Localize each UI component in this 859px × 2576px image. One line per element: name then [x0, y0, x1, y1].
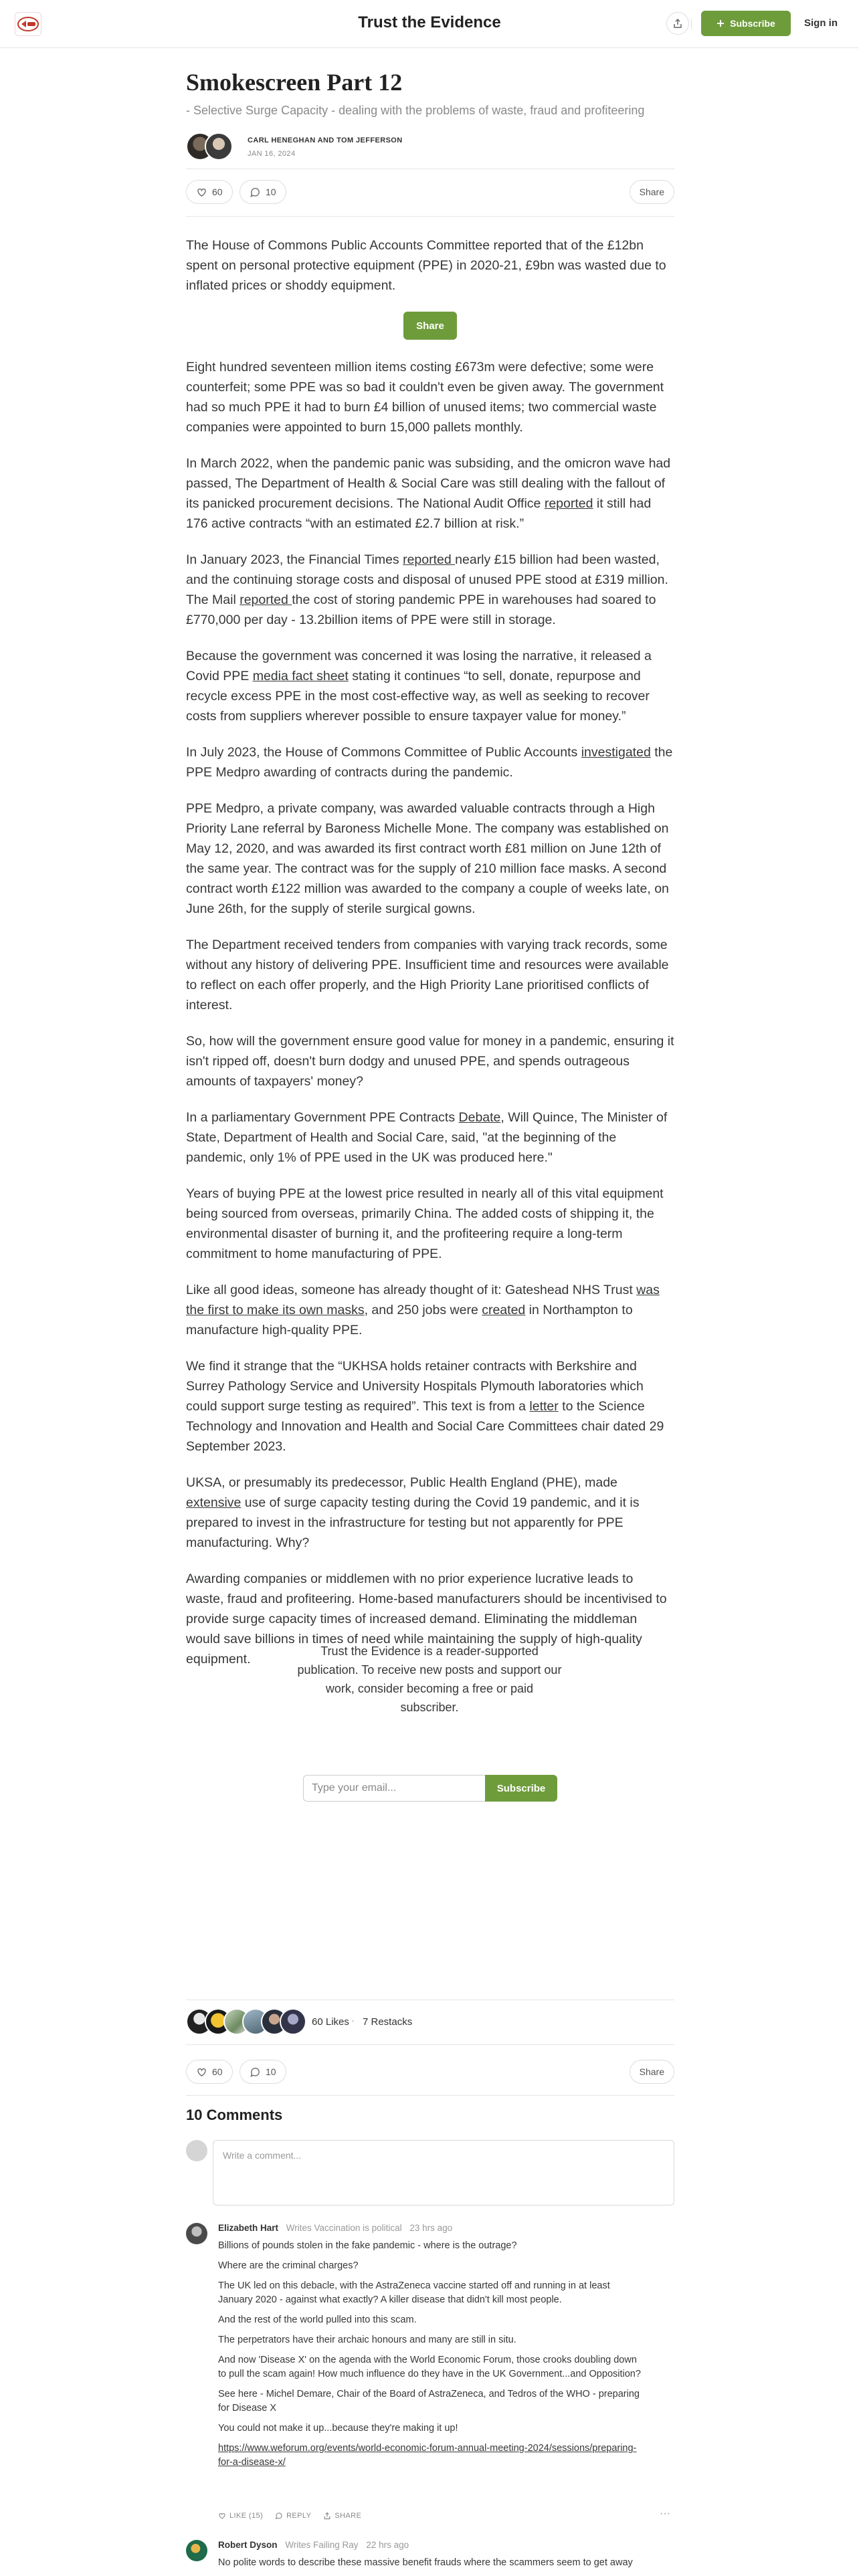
paragraph-text: , and 250 jobs were	[364, 1303, 482, 1317]
current-user-avatar	[186, 2140, 207, 2161]
post-actions-bottom	[186, 2049, 674, 2096]
article	[186, 67, 674, 1685]
paragraph-text: UKSA, or presumably its predecessor, Public Health England (PHE), made	[186, 1475, 617, 1490]
share-icon	[323, 2512, 331, 2520]
paragraph-text: In January 2023, the Financial Times	[186, 552, 403, 567]
comment-paragraph: The perpetrators have their archaic honours and many are still in situ.	[218, 2335, 516, 2345]
paragraph-text: In July 2023, the House of Commons Committee of Public Accounts	[186, 745, 581, 760]
inline-link[interactable]: created	[482, 1303, 526, 1317]
comment-paragraph: And the rest of the world pulled into this scam.	[218, 2315, 417, 2325]
paragraph-text: stating it continues “to sell, donate, repurpose and recycle excess PPE in the most cost-effective way, as well as seeking to recover costs from suppliers wherever possible to ensure taxpayer value for money.”	[186, 669, 650, 724]
paragraph-text: it still had 176 active contracts “with an estimated £2.7 billion at risk.”	[186, 496, 652, 531]
body-paragraph	[186, 357, 674, 437]
commenter-publication[interactable]: Writes Failing Ray	[285, 2540, 359, 2550]
inline-link[interactable]: investigated	[581, 745, 651, 760]
paragraph-text: nearly £15 billion had been wasted, and the continuing storage costs and disposal of unused PPE stood at £319 million. The Mail	[186, 552, 668, 607]
inline-link[interactable]: letter	[529, 1399, 559, 1414]
byline	[186, 128, 674, 169]
comment-paragraph: No polite words to describe these massive benefit frauds where the scammers seem to get away	[218, 2557, 633, 2568]
body-paragraph	[186, 550, 674, 630]
inline-link[interactable]: extensive	[186, 1495, 242, 1510]
heart-icon	[196, 2066, 207, 2078]
comment-paragraph: See here - Michel Demare, Chair of the Board of AstraZeneca, and Tedros of the WHO - preparing for Disease X	[218, 2389, 640, 2413]
subscribe-submit-button[interactable]: Subscribe	[485, 1775, 557, 1802]
comment-body	[218, 2556, 646, 2576]
divider	[691, 19, 692, 29]
paragraph-text: Years of buying PPE at the lowest price resulted in nearly all of this vital equipment being sourced from overseas, primarily China. The added costs of shipping it, the environmental disaster of burning it, and the profiteering require a long-term commitment to home manufacturing of PPE.	[186, 1186, 664, 1261]
comment-icon	[250, 187, 261, 198]
author-names[interactable]: CARL HENEGHAN AND TOM JEFFERSON	[248, 136, 403, 144]
paragraph-text: So, how will the government ensure good value for money in a pandemic, ensuring it isn't ripped off, doesn't burn dodgy and unused PPE, and spends outrageous amounts of taxpayers' money?	[186, 1034, 674, 1089]
body-paragraph	[186, 1031, 674, 1091]
publication-title[interactable]: Trust the Evidence	[358, 13, 501, 31]
like-count: 60	[212, 2066, 223, 2077]
body-paragraph	[186, 646, 674, 726]
paragraph-text: The Department received tenders from companies with varying track records, some without any history of delivering PPE. Insufficient time and resources were available to reflect on each offer properly, and the High Priority Lane prioritised conflicts of interest.	[186, 938, 669, 1012]
paragraph-text: In March 2022, when the pandemic panic was subsiding, and the omicron wave had passed, The Department of Health & Social Care was still dealing with the fallout of its panicked procurement decisions. The National Audit Office	[186, 456, 671, 511]
comment-button[interactable]	[240, 180, 286, 204]
comment-paragraph: And now 'Disease X' on the agenda with the World Economic Forum, those crooks doubling down to pull the scam again! How much influence do they have in the UK Government...and Opposition?	[218, 2355, 641, 2379]
inline-link[interactable]: media fact sheet	[252, 669, 349, 683]
comment-header	[218, 2223, 452, 2233]
top-nav	[0, 0, 859, 48]
inline-link[interactable]: Debate	[458, 1110, 501, 1125]
sign-in-link[interactable]: Sign in	[804, 17, 838, 29]
heart-icon	[218, 2512, 226, 2520]
commenter-avatar[interactable]	[186, 2223, 207, 2244]
comment-reply-button[interactable]	[275, 2512, 311, 2520]
body-paragraph	[186, 235, 674, 296]
comment-count: 10	[266, 2066, 276, 2077]
email-input[interactable]	[303, 1775, 485, 1802]
comment-paragraph: Billions of pounds stolen in the fake pandemic - where is the outrage?	[218, 2240, 517, 2251]
body-paragraph	[186, 1280, 674, 1340]
inline-link[interactable]: reported	[403, 552, 456, 567]
body-paragraph	[186, 742, 674, 782]
liker-avatar[interactable]	[280, 2008, 306, 2035]
like-button[interactable]	[186, 180, 233, 204]
comment-paragraph: You could not make it up...because they're making it up!	[218, 2423, 458, 2434]
subscribe-form	[303, 1775, 557, 1802]
post-subtitle: - Selective Surge Capacity - dealing with the problems of waste, fraud and profiteering	[186, 104, 645, 117]
share-button[interactable]: Share	[403, 312, 457, 340]
likes-row	[186, 2000, 674, 2045]
paragraph-text: the PPE Medpro awarding of contracts during the pandemic.	[186, 745, 673, 780]
share-button[interactable]	[630, 180, 674, 204]
heart-icon	[196, 187, 207, 198]
paragraph-text: We find it strange that the “UKHSA holds retainer contracts with Berkshire and Surrey Pathology Service and University Hospitals Plymouth laboratories which could support surge testing as required”. This text is from a	[186, 1359, 644, 1414]
separator-dot: ·	[351, 2015, 355, 2026]
comment-share-button[interactable]	[323, 2512, 361, 2520]
comment-time: 23 hrs ago	[409, 2223, 453, 2233]
commenter-name[interactable]: Robert Dyson	[218, 2540, 278, 2550]
comment-body	[218, 2239, 646, 2476]
paragraph-text: to the Science Technology and Innovation and Health and Social Care Committees chair dated 29 September 2023.	[186, 1399, 664, 1454]
inline-link[interactable]: reported	[240, 593, 292, 607]
comment-time: 22 hrs ago	[366, 2540, 409, 2550]
comment-input[interactable]: Write a comment...	[213, 2140, 674, 2206]
subscribe-label: Subscribe	[730, 18, 775, 29]
comment-count: 10	[266, 187, 276, 197]
comment-button[interactable]	[240, 2060, 286, 2084]
paragraph-text: Awarding companies or middlemen with no prior experience lucrative leads to waste, fraud and profiteering. Home-based manufacturers should be incentivised to provide surge capacity times of increased demand. Eliminating the middleman would save billions in times of need while maintaining the supply of high-quality equipment.	[186, 1572, 667, 1667]
body-paragraph	[186, 1473, 674, 1553]
comment-like-button[interactable]	[218, 2512, 263, 2520]
more-options-icon[interactable]: ···	[660, 2508, 670, 2519]
plus-icon	[717, 19, 725, 27]
paragraph-text: in Northampton to manufacture high-quality PPE.	[186, 1303, 633, 1337]
comment-like-label: LIKE (15)	[229, 2512, 264, 2520]
share-button[interactable]	[630, 2060, 674, 2084]
share-label: Share	[639, 187, 664, 197]
post-actions	[186, 169, 674, 216]
share-icon-button[interactable]	[666, 12, 689, 35]
post-title: Smokescreen Part 12	[186, 69, 403, 96]
inline-link[interactable]: reported	[544, 496, 593, 511]
commenter-publication[interactable]: Writes Vaccination is political	[286, 2223, 402, 2233]
body-paragraph	[186, 798, 674, 919]
comment-share-label: SHARE	[335, 2512, 362, 2520]
author-avatar[interactable]	[205, 132, 233, 160]
inline-link[interactable]: was the first to make its own masks	[186, 1283, 660, 1317]
subscribe-button[interactable]	[701, 11, 791, 36]
post-date: JAN 16, 2024	[248, 150, 296, 158]
paragraph-text: Because the government was concerned it was losing the narrative, it released a Covid PPE	[186, 649, 652, 683]
subscribe-blurb: Trust the Evidence is a reader-supported publication. To receive new posts and support our work, consider becoming a free or paid subscriber.	[297, 1644, 562, 1714]
commenter-avatar[interactable]	[186, 2540, 207, 2561]
like-button[interactable]	[186, 2060, 233, 2084]
paragraph-text: PPE Medpro, a private company, was awarded valuable contracts through a High Priority Lane referral by Baroness Michelle Mone. The company was established on May 12, 2020, and was awarded its first contract worth £81 million on June 12th of the same year. The contract was for the supply of 210 million face masks. A second contract worth £122 million was awarded to the company a couple of weeks late, on June 26th, for the supply of sterile surgical gowns.	[186, 801, 669, 916]
body-paragraph	[186, 1184, 674, 1264]
divider	[186, 216, 674, 217]
comment-link[interactable]: https://www.weforum.org/events/world-economic-forum-annual-meeting-2024/sessions/preparing-for-a-disease-x/	[218, 2443, 637, 2468]
paragraph-text: Like all good ideas, someone has already thought of it: Gateshead NHS Trust	[186, 1283, 637, 1297]
body-paragraph	[186, 1107, 674, 1168]
paragraph-text: Eight hundred seventeen million items costing £673m were defective; some were counterfeit; some PPE was so bad it couldn't even be given away. The government had so much PPE it had to burn £4 billion of unused items; two commercial waste companies were appointed to burn 15,000 pallets monthly.	[186, 360, 664, 435]
paragraph-text: , Will Quince, The Minister of State, Department of Health and Social Care, said, "at the beginning of the pandemic, only 1% of PPE used in the UK was produced here."	[186, 1110, 668, 1165]
body-paragraph	[186, 1356, 674, 1457]
likes-count-link[interactable]: 60 Likes	[312, 2016, 349, 2028]
paragraph-text: In a parliamentary Government PPE Contracts	[186, 1110, 459, 1125]
paragraph-text: use of surge capacity testing during the Covid 19 pandemic, and it is prepared to invest in the infrastructure for testing but not apparently for PPE manufacturing. Why?	[186, 1495, 640, 1550]
body-paragraph	[186, 453, 674, 534]
comment-reply-label: REPLY	[286, 2512, 312, 2520]
upload-share-icon	[672, 18, 683, 29]
comment-paragraph: The UK led on this debacle, with the AstraZeneca vaccine started off and running in at least January 2020 - against what exactly? A killer disease that didn't kill most people.	[218, 2280, 610, 2305]
restacks-count-link[interactable]: 7 Restacks	[363, 2016, 413, 2028]
post-body	[186, 235, 674, 1669]
comment-icon	[250, 2066, 261, 2078]
comment-header	[218, 2540, 409, 2550]
comment-paragraph: Where are the criminal charges?	[218, 2260, 359, 2271]
paragraph-text: the cost of storing pandemic PPE in warehouses had soared to £770,000 per day - 13.2billion items of PPE were still in storage.	[186, 593, 656, 627]
paragraph-text: The House of Commons Public Accounts Committee reported that of the £12bn spent on personal protective equipment (PPE) in 2020-21, £9bn was wasted due to inflated prices or shoddy equipment.	[186, 238, 666, 293]
comment-actions	[218, 2512, 361, 2520]
comments-heading: 10 Comments	[186, 2107, 283, 2123]
body-paragraph	[186, 935, 674, 1015]
comment-icon	[275, 2512, 283, 2520]
share-button-wrap	[186, 312, 674, 340]
share-label: Share	[639, 2066, 664, 2077]
like-count: 60	[212, 187, 223, 197]
commenter-name[interactable]: Elizabeth Hart	[218, 2223, 279, 2233]
